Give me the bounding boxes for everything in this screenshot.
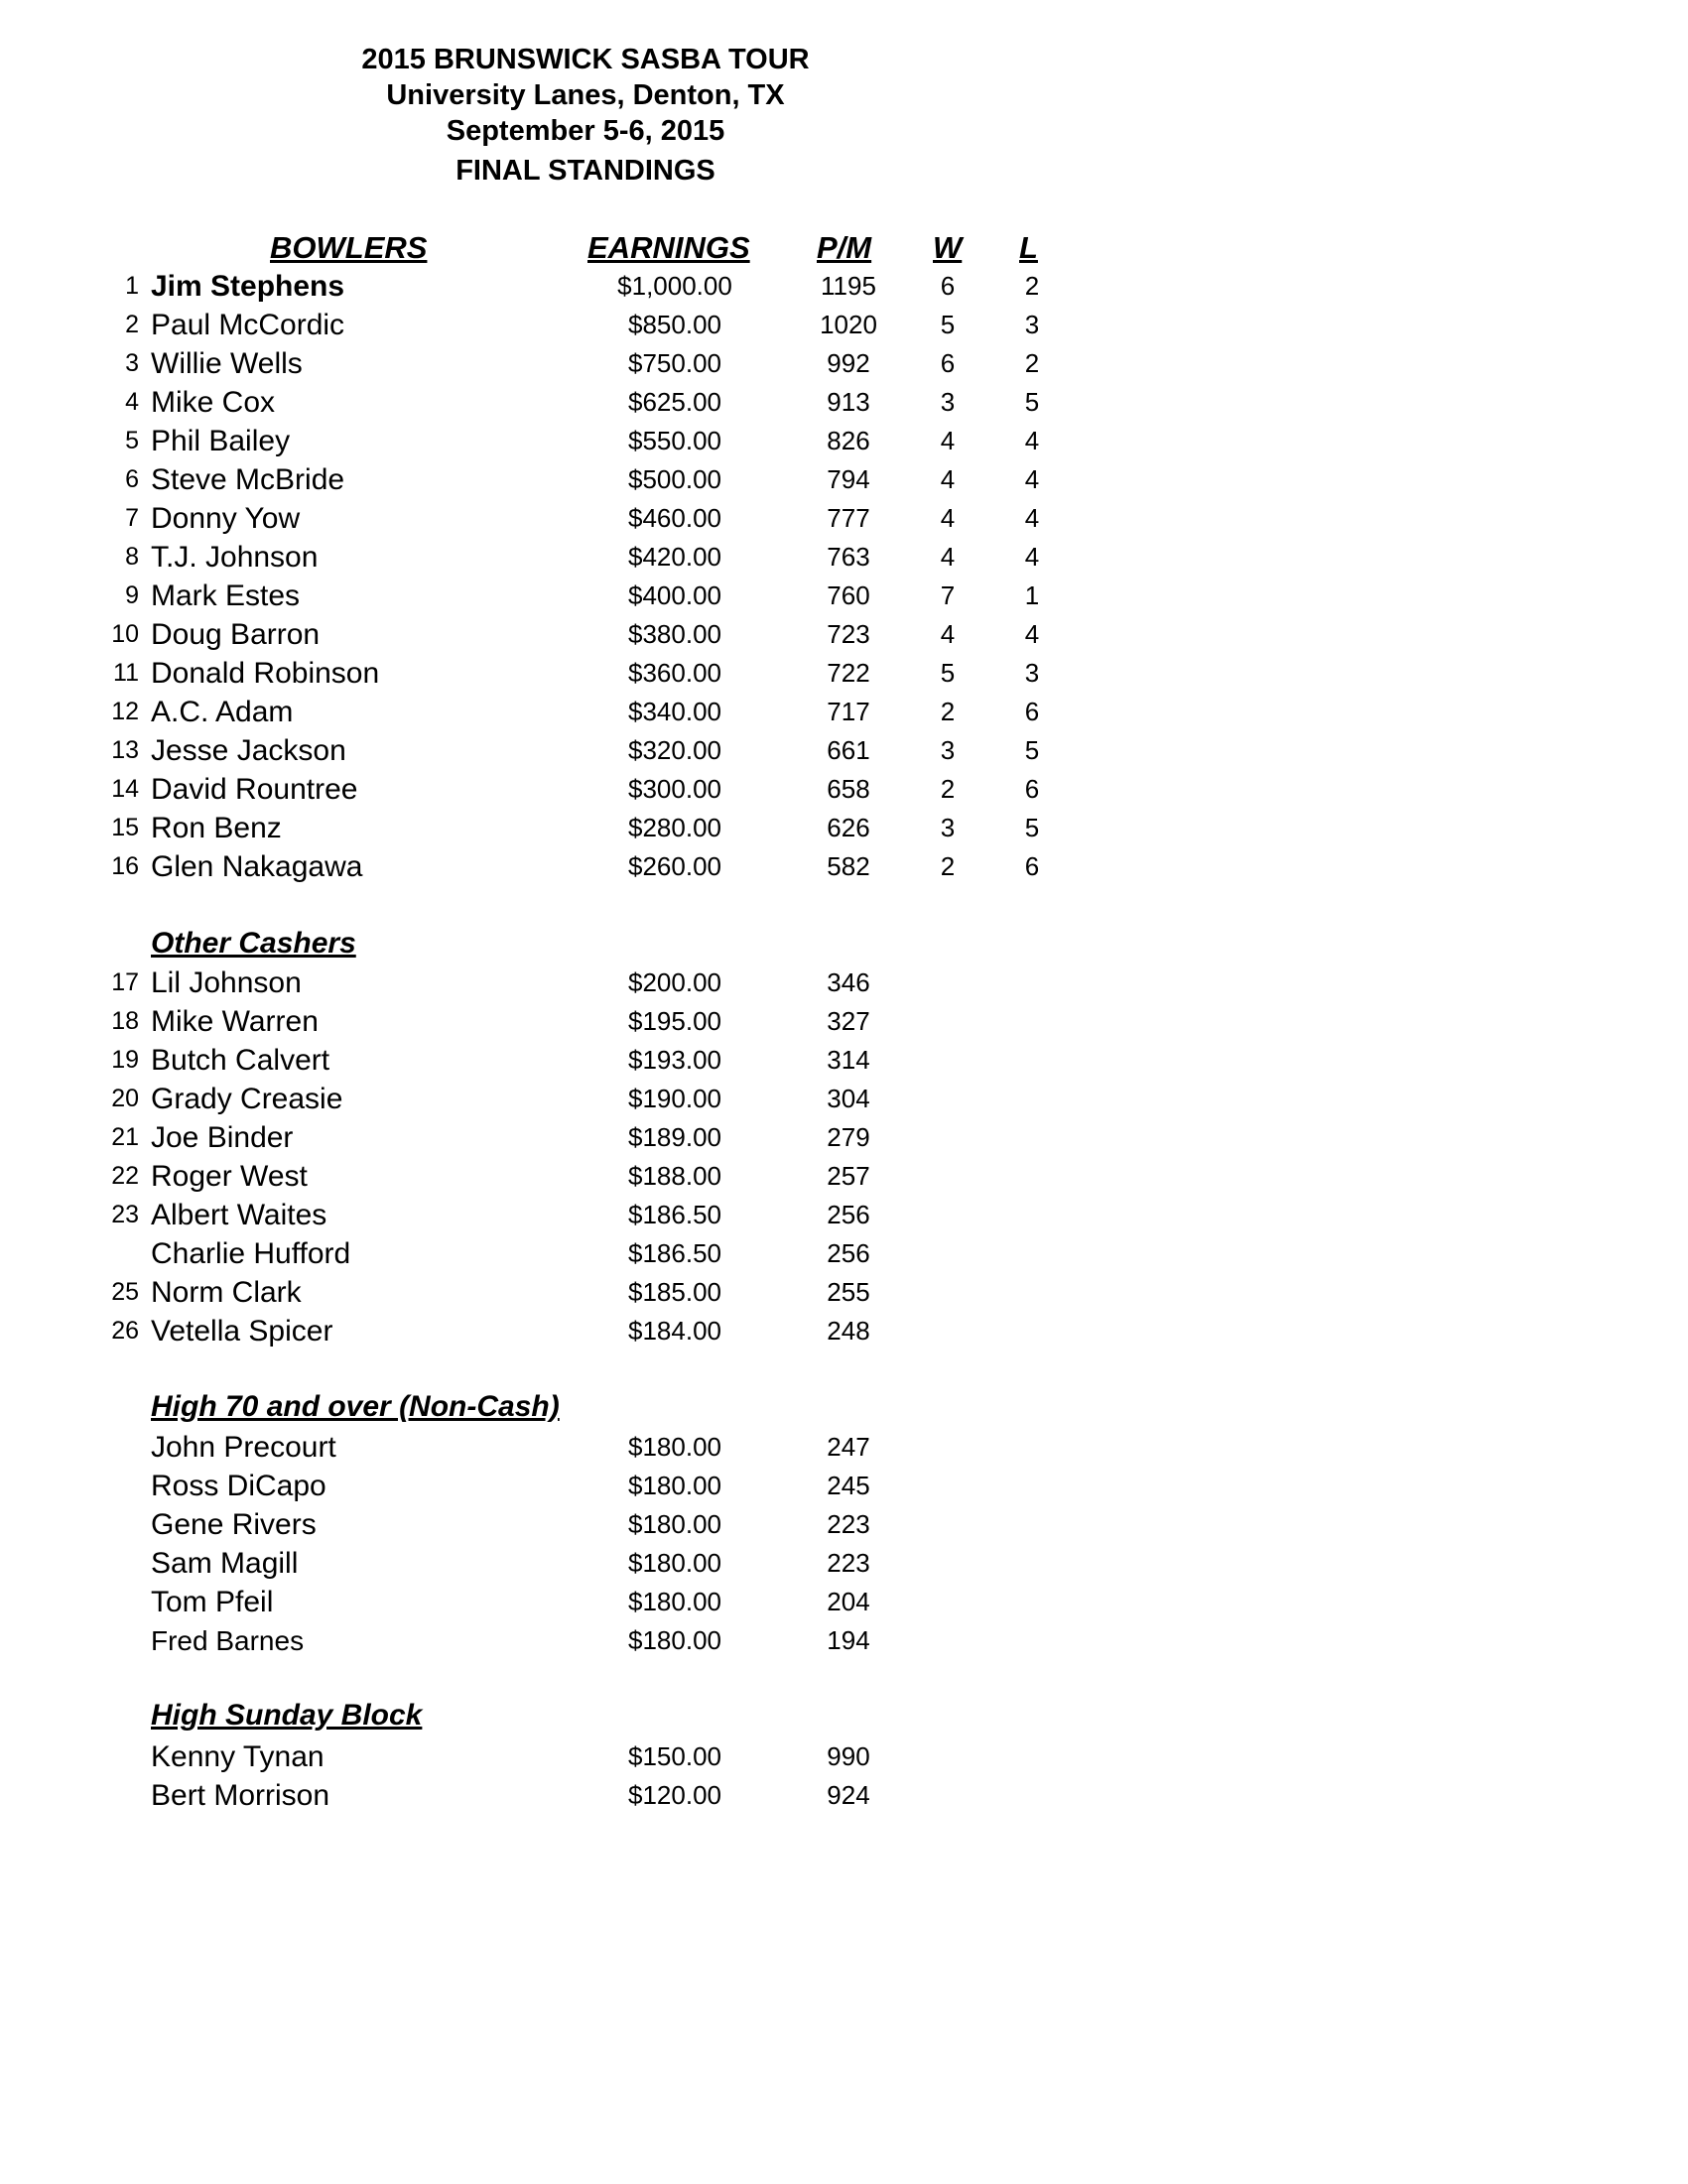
pm-value: 992 [827, 348, 870, 378]
earnings: $280.00 [628, 813, 721, 842]
standing-row [0, 383, 1171, 422]
standing-row [0, 344, 1171, 383]
earnings: $180.00 [628, 1509, 721, 1539]
standing-row [0, 615, 1171, 654]
earnings: $180.00 [628, 1587, 721, 1616]
venue-line: University Lanes, Denton, TX [386, 79, 785, 111]
standing-row [0, 460, 1171, 499]
rank: 22 [111, 1162, 139, 1190]
bowler-name: David Rountree [151, 773, 358, 806]
pm-value: 658 [827, 774, 870, 804]
tour-title: 2015 BRUNSWICK SASBA TOUR [361, 44, 810, 75]
bowler-name: Glen Nakagawa [151, 850, 363, 883]
col-earnings-heading: EARNINGS [587, 230, 750, 265]
pm-value: 722 [827, 658, 870, 688]
pm-value: 661 [827, 735, 870, 765]
losses: 6 [1024, 697, 1040, 726]
casher-row [0, 1080, 1171, 1118]
wins: 4 [940, 464, 956, 494]
casher-row [0, 1234, 1171, 1273]
earnings: $189.00 [628, 1122, 721, 1152]
earnings: $186.50 [628, 1200, 721, 1229]
rank: 21 [111, 1123, 139, 1151]
pm-value: 723 [827, 619, 870, 649]
bowler-name: Norm Clark [151, 1276, 302, 1309]
pm-value: 924 [827, 1780, 870, 1810]
wins: 5 [940, 310, 956, 339]
standing-row [0, 499, 1171, 538]
pm-value: 279 [827, 1122, 870, 1152]
losses: 6 [1024, 774, 1040, 804]
bowler-name: Phil Bailey [151, 425, 291, 457]
other-cashers-title: Other Cashers [151, 927, 356, 960]
earnings: $180.00 [628, 1471, 721, 1500]
bowler-name: Fred Barnes [151, 1625, 305, 1656]
high-sunday-row [0, 1776, 1171, 1815]
rank: 26 [111, 1317, 139, 1345]
pm-value: 826 [827, 426, 870, 455]
casher-row [0, 1273, 1171, 1312]
earnings: $120.00 [628, 1780, 721, 1810]
rank: 4 [125, 388, 139, 416]
col-bowlers-heading: BOWLERS [270, 230, 428, 265]
bowler-name: Butch Calvert [151, 1044, 330, 1077]
rank: 12 [111, 698, 139, 725]
earnings: $195.00 [628, 1006, 721, 1036]
rank: 11 [113, 659, 139, 687]
standing-row [0, 770, 1171, 809]
earnings: $150.00 [628, 1741, 721, 1771]
wins: 7 [940, 580, 956, 610]
earnings: $340.00 [628, 697, 721, 726]
rank: 9 [125, 581, 139, 609]
pm-value: 248 [827, 1316, 870, 1346]
pm-value: 717 [827, 697, 870, 726]
standing-row [0, 731, 1171, 770]
losses: 4 [1024, 503, 1040, 533]
pm-value: 245 [827, 1471, 870, 1500]
standing-row [0, 267, 1171, 306]
earnings: $185.00 [628, 1277, 721, 1307]
losses: 3 [1024, 658, 1040, 688]
standings-title: FINAL STANDINGS [455, 155, 715, 187]
standing-row [0, 306, 1171, 344]
rank: 5 [125, 427, 139, 454]
bowler-name: Grady Creasie [151, 1083, 343, 1115]
high-70-row [0, 1505, 1171, 1544]
high-sunday-row [0, 1737, 1171, 1776]
col-pm-heading: P/M [817, 230, 872, 265]
pm-value: 990 [827, 1741, 870, 1771]
casher-row [0, 1312, 1171, 1350]
pm-value: 346 [827, 967, 870, 997]
standing-row [0, 847, 1171, 886]
wins: 4 [940, 619, 956, 649]
rank: 13 [111, 736, 139, 764]
col-w-heading: W [933, 230, 963, 265]
standing-row [0, 693, 1171, 731]
bowler-name: Mike Warren [151, 1005, 319, 1038]
bowler-name: Paul McCordic [151, 309, 345, 341]
pm-value: 913 [827, 387, 870, 417]
bowler-name: A.C. Adam [151, 696, 294, 728]
bowler-name: John Precourt [151, 1431, 336, 1464]
pm-value: 777 [827, 503, 870, 533]
document-header [0, 42, 1171, 189]
earnings: $180.00 [628, 1432, 721, 1462]
wins: 4 [940, 503, 956, 533]
bowler-name: Jim Stephens [151, 270, 345, 303]
wins: 5 [940, 658, 956, 688]
col-l-heading: L [1019, 230, 1038, 265]
earnings: $550.00 [628, 426, 721, 455]
rank: 20 [111, 1085, 139, 1112]
pm-value: 223 [827, 1509, 870, 1539]
wins: 6 [940, 271, 956, 301]
earnings: $180.00 [628, 1625, 721, 1655]
earnings: $380.00 [628, 619, 721, 649]
rank: 8 [125, 543, 139, 571]
pm-value: 204 [827, 1587, 870, 1616]
bowler-name: Joe Binder [151, 1121, 294, 1154]
earnings: $400.00 [628, 580, 721, 610]
rank: 7 [125, 504, 139, 532]
pm-value: 1020 [820, 310, 877, 339]
losses: 5 [1024, 387, 1040, 417]
rank: 10 [111, 620, 139, 648]
wins: 2 [940, 697, 956, 726]
earnings: $360.00 [628, 658, 721, 688]
earnings: $180.00 [628, 1548, 721, 1578]
wins: 3 [940, 387, 956, 417]
earnings: $300.00 [628, 774, 721, 804]
losses: 4 [1024, 542, 1040, 572]
wins: 3 [940, 813, 956, 842]
pm-value: 255 [827, 1277, 870, 1307]
bowler-name: Ron Benz [151, 812, 282, 844]
wins: 6 [940, 348, 956, 378]
pm-value: 304 [827, 1084, 870, 1113]
rank: 2 [125, 311, 139, 338]
high-70-row [0, 1467, 1171, 1505]
bowler-name: Steve McBride [151, 463, 345, 496]
pm-value: 763 [827, 542, 870, 572]
losses: 4 [1024, 619, 1040, 649]
losses: 5 [1024, 735, 1040, 765]
pm-value: 582 [827, 851, 870, 881]
earnings: $190.00 [628, 1084, 721, 1113]
earnings: $625.00 [628, 387, 721, 417]
pm-value: 760 [827, 580, 870, 610]
pm-value: 794 [827, 464, 870, 494]
bowler-name: Ross DiCapo [151, 1470, 326, 1502]
earnings: $850.00 [628, 310, 721, 339]
standing-row [0, 654, 1171, 693]
bowler-name: Mark Estes [151, 579, 301, 612]
wins: 4 [940, 542, 956, 572]
rank: 1 [125, 272, 139, 300]
wins: 3 [940, 735, 956, 765]
casher-row [0, 1002, 1171, 1041]
earnings: $320.00 [628, 735, 721, 765]
standing-row [0, 577, 1171, 615]
wins: 4 [940, 426, 956, 455]
bowler-name: Roger West [151, 1160, 308, 1193]
pm-value: 257 [827, 1161, 870, 1191]
losses: 1 [1024, 580, 1040, 610]
pm-value: 256 [827, 1238, 870, 1268]
high-70-row [0, 1621, 1171, 1660]
rank: 6 [125, 465, 139, 493]
standing-row [0, 538, 1171, 577]
rank: 19 [111, 1046, 139, 1074]
pm-value: 247 [827, 1432, 870, 1462]
casher-row [0, 1196, 1171, 1234]
high-70-row [0, 1583, 1171, 1621]
pm-value: 223 [827, 1548, 870, 1578]
rank: 25 [111, 1278, 139, 1306]
bowler-name: Charlie Hufford [151, 1237, 351, 1270]
casher-row [0, 1118, 1171, 1157]
bowler-name: Albert Waites [151, 1199, 327, 1231]
earnings: $188.00 [628, 1161, 721, 1191]
rank: 23 [111, 1201, 139, 1228]
high-70-row [0, 1428, 1171, 1467]
bowler-name: T.J. Johnson [151, 541, 319, 574]
bowler-name: Vetella Spicer [151, 1315, 333, 1348]
casher-row [0, 1157, 1171, 1196]
bowler-name: Sam Magill [151, 1547, 299, 1580]
losses: 2 [1024, 271, 1040, 301]
earnings: $200.00 [628, 967, 721, 997]
date-line: September 5-6, 2015 [446, 115, 725, 147]
losses: 3 [1024, 310, 1040, 339]
earnings: $750.00 [628, 348, 721, 378]
earnings: $460.00 [628, 503, 721, 533]
casher-row [0, 1041, 1171, 1080]
bowler-name: Gene Rivers [151, 1508, 317, 1541]
rank: 3 [125, 349, 139, 377]
pm-value: 256 [827, 1200, 870, 1229]
bowler-name: Doug Barron [151, 618, 321, 651]
wins: 2 [940, 774, 956, 804]
bowler-name: Tom Pfeil [151, 1586, 274, 1618]
pm-value: 194 [827, 1625, 870, 1655]
high-70-row [0, 1544, 1171, 1583]
pm-value: 327 [827, 1006, 870, 1036]
casher-row [0, 964, 1171, 1002]
bowler-name: Lil Johnson [151, 966, 302, 999]
earnings: $420.00 [628, 542, 721, 572]
bowler-name: Willie Wells [151, 347, 303, 380]
high-sunday-title: High Sunday Block [151, 1699, 423, 1732]
losses: 6 [1024, 851, 1040, 881]
bowler-name: Jesse Jackson [151, 734, 346, 767]
earnings: $260.00 [628, 851, 721, 881]
earnings: $193.00 [628, 1045, 721, 1075]
rank: 16 [111, 852, 139, 880]
rank: 18 [111, 1007, 139, 1035]
losses: 4 [1024, 464, 1040, 494]
bowler-name: Bert Morrison [151, 1779, 330, 1812]
pm-value: 626 [827, 813, 870, 842]
rank: 17 [111, 968, 139, 996]
bowler-name: Donald Robinson [151, 657, 380, 690]
bowler-name: Kenny Tynan [151, 1740, 325, 1773]
earnings: $500.00 [628, 464, 721, 494]
standing-row [0, 422, 1171, 460]
bowler-name: Mike Cox [151, 386, 276, 419]
pm-value: 314 [827, 1045, 870, 1075]
losses: 2 [1024, 348, 1040, 378]
wins: 2 [940, 851, 956, 881]
earnings: $184.00 [628, 1316, 721, 1346]
earnings: $1,000.00 [617, 271, 732, 301]
pm-value: 1195 [821, 271, 876, 301]
standing-row [0, 809, 1171, 847]
earnings: $186.50 [628, 1238, 721, 1268]
losses: 5 [1024, 813, 1040, 842]
high-70-title: High 70 and over (Non-Cash) [151, 1390, 560, 1423]
bowler-name: Donny Yow [151, 502, 301, 535]
rank: 14 [111, 775, 139, 803]
rank: 15 [111, 814, 139, 841]
losses: 4 [1024, 426, 1040, 455]
